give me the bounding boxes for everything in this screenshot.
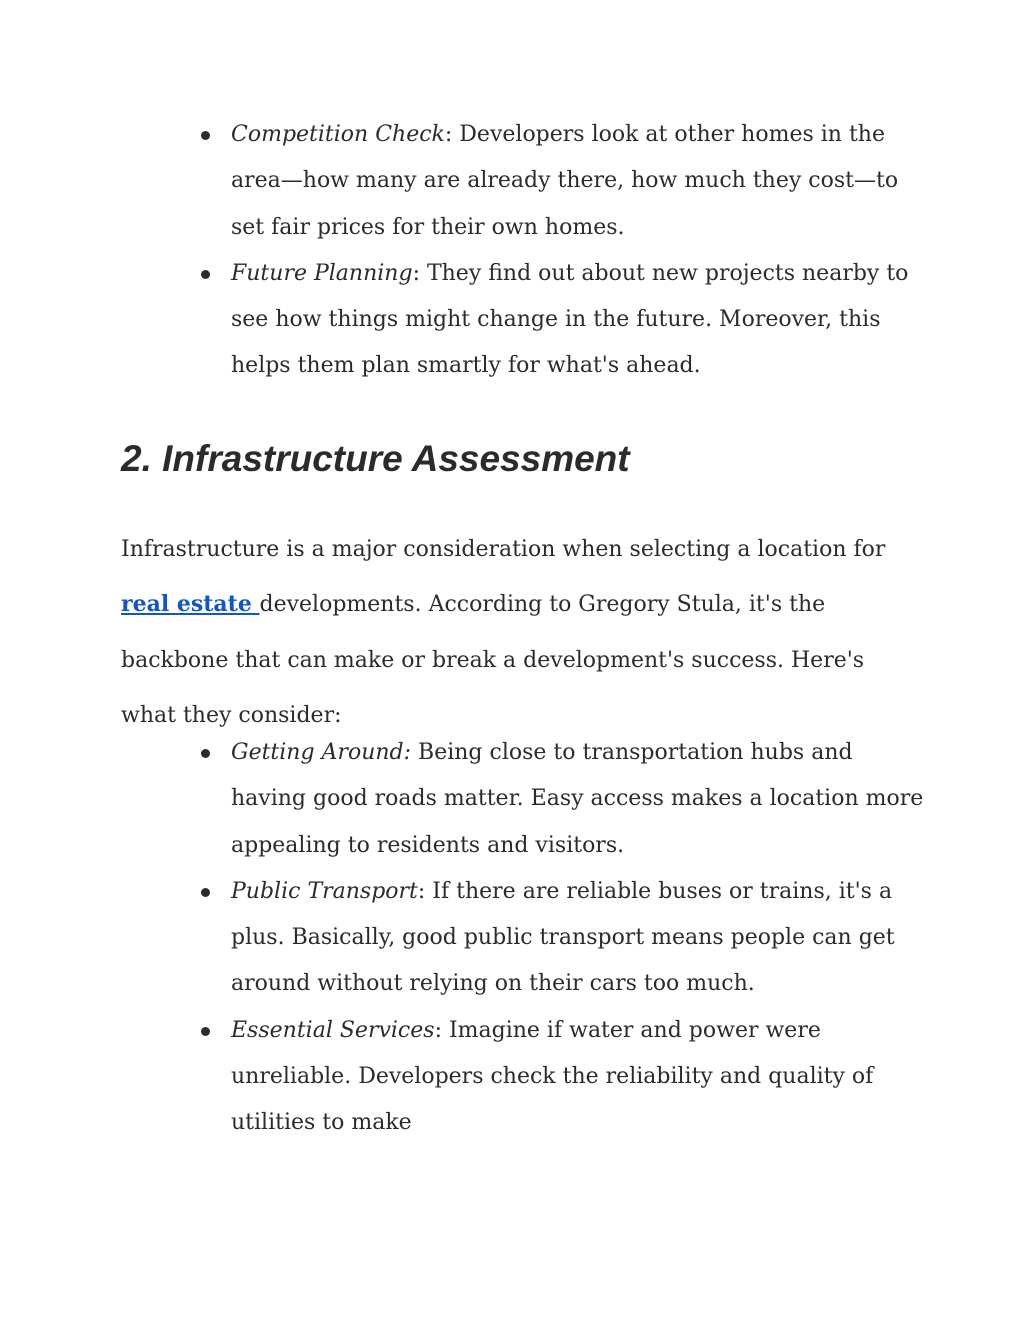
bullet-term: Future Planning — [231, 260, 413, 286]
bullet-term: Competition Check — [231, 122, 445, 147]
list-item-getting-around — [231, 730, 931, 869]
list-item-competition-check — [231, 112, 931, 251]
bullet-text: : Developers look at other homes in the area—how many are already there, how much they cost—to set fair prices for their own homes. — [231, 122, 899, 240]
paragraph-text-after-link: developments. According to Gregory Stula, it's the backbone that can make or break a development's success. Here's what they consider: — [121, 592, 865, 729]
bullet-list-bottom — [231, 730, 931, 1147]
real-estate-link[interactable]: real estate — [121, 591, 260, 618]
section-paragraph — [121, 522, 901, 744]
list-item-public-transport — [231, 869, 931, 1008]
bullet-term: Public Transport — [231, 878, 418, 904]
bullet-term: Getting Around: — [231, 740, 412, 765]
bullet-text: : They find out about new projects nearby to see how things might change in the future. Moreover, this helps them plan smartly for what's ahead. — [231, 260, 909, 379]
list-item-essential-services — [231, 1008, 931, 1147]
section-heading: 2. Infrastructure Assessment — [121, 438, 630, 479]
bullet-text: : If there are reliable buses or trains, it's a plus. Basically, good public transport means people can get around without relying on their cars too much. — [231, 878, 895, 997]
bullet-list-top — [231, 112, 931, 390]
bullet-text: : Imagine if water and power were unreliable. Developers check the reliability and quality of utilities to make — [231, 1017, 874, 1136]
paragraph-text-before-link: Infrastructure is a major consideration when selecting a location for — [121, 537, 886, 562]
bullet-text: Being close to transportation hubs and having good roads matter. Easy access makes a location more appealing to residents and visitors. — [231, 740, 924, 858]
list-item-future-planning — [231, 251, 931, 390]
bullet-term: Essential Services — [231, 1017, 435, 1043]
